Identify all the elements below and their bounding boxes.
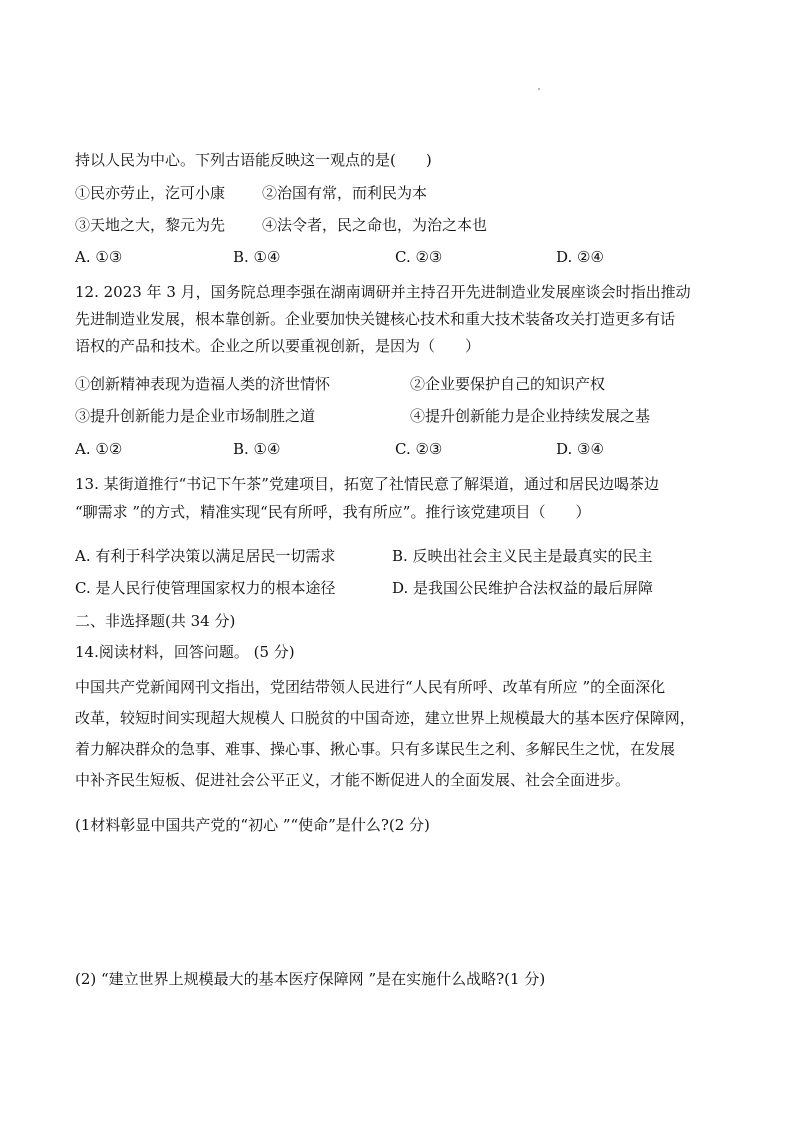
q14-material-line-4: 中补齐民生短板、促进社会公平正义，才能不断促进人的全面发展、社会全面进步。: [75, 771, 631, 789]
q11-statement-1: ①民亦劳止，汔可小康: [75, 184, 226, 202]
q12-option-b[interactable]: B. ①④: [233, 440, 281, 458]
q12-option-a[interactable]: A. ①②: [75, 440, 123, 458]
q13-option-c[interactable]: C. 是人民行使管理国家权力的根本途径: [75, 579, 336, 597]
q14-subquestion-1: (1材料彰显中国共产党的“初心 ”“使命”是什么?(2 分): [75, 816, 430, 834]
q11-statement-3: ③天地之大，黎元为先: [75, 216, 226, 234]
q13-option-b[interactable]: B. 反映出社会主义民主是最真实的民主: [392, 547, 653, 565]
q12-statement-2: ②企业要保护自己的知识产权: [410, 375, 606, 393]
q14-title: 14.阅读材料，回答问题。 (5 分): [75, 643, 295, 661]
q12-statement-4: ④提升创新能力是企业持续发展之基: [410, 407, 651, 425]
q11-stem: 持以人民为中心。下列古语能反映这一观点的是( ): [75, 151, 432, 169]
q14-material-line-1: 中国共产党新闻网刊文指出，党团结带领人民进行“人民有所呼、改革有所应 ”的全面深化: [75, 678, 666, 696]
q12-option-c[interactable]: C. ②③: [395, 440, 443, 458]
scan-dot: [538, 88, 540, 90]
q11-statement-4: ④法令者，民之命也，为治之本也: [262, 216, 488, 234]
q12-statement-3: ③提升创新能力是企业市场制胜之道: [75, 407, 316, 425]
q14-subquestion-2: (2) “建立世界上规模最大的基本医疗保障网 ”是在实施什么战略?(1 分): [75, 970, 546, 988]
q12-stem-line-2: 先进制造业发展，根本靠创新。企业要加快关键核心技术和重大技术装备攻关打造更多有话: [75, 310, 676, 328]
q13-stem-line-2: “聊需求 ”的方式，精准实现“民有所呼，我有所应”。推行该党建项目（ ）: [75, 503, 591, 521]
q14-material-line-2: 改革，较短时间实现超大规模人 口脱贫的中国奇迹，建立世界上规模最大的基本医疗保障网，: [75, 709, 695, 727]
q14-material-line-3: 着力解决群众的急事、难事、操心事、揪心事。只有多谋民生之利、多解民生之忧，在发展: [75, 740, 676, 758]
section-heading: 二、非选择题(共 34 分): [75, 612, 236, 630]
q12-stem-line-1: 12. 2023 年 3 月，国务院总理李强在湖南调研并主持召开先进制造业发展座谈会时指出推动: [75, 283, 691, 301]
q11-option-d[interactable]: D. ②④: [556, 248, 604, 266]
q13-option-d[interactable]: D. 是我国公民维护合法权益的最后屏障: [392, 579, 654, 597]
q12-statement-1: ①创新精神表现为造福人类的济世情怀: [75, 375, 331, 393]
q12-option-d[interactable]: D. ③④: [556, 440, 604, 458]
q13-option-a[interactable]: A. 有利于科学决策以满足居民一切需求: [75, 547, 336, 565]
q11-option-c[interactable]: C. ②③: [395, 248, 443, 266]
q11-option-a[interactable]: A. ①③: [75, 248, 123, 266]
q13-stem-line-1: 13. 某街道推行“书记下午茶”党建项目，拓宽了社情民意了解渠道，通过和居民边喝茶边: [75, 475, 659, 493]
q11-option-b[interactable]: B. ①④: [233, 248, 281, 266]
q12-stem-line-3: 语权的产品和技术。企业之所以要重视创新，是因为（ ）: [75, 337, 481, 355]
q11-statement-2: ②治国有常，而利民为本: [262, 184, 428, 202]
